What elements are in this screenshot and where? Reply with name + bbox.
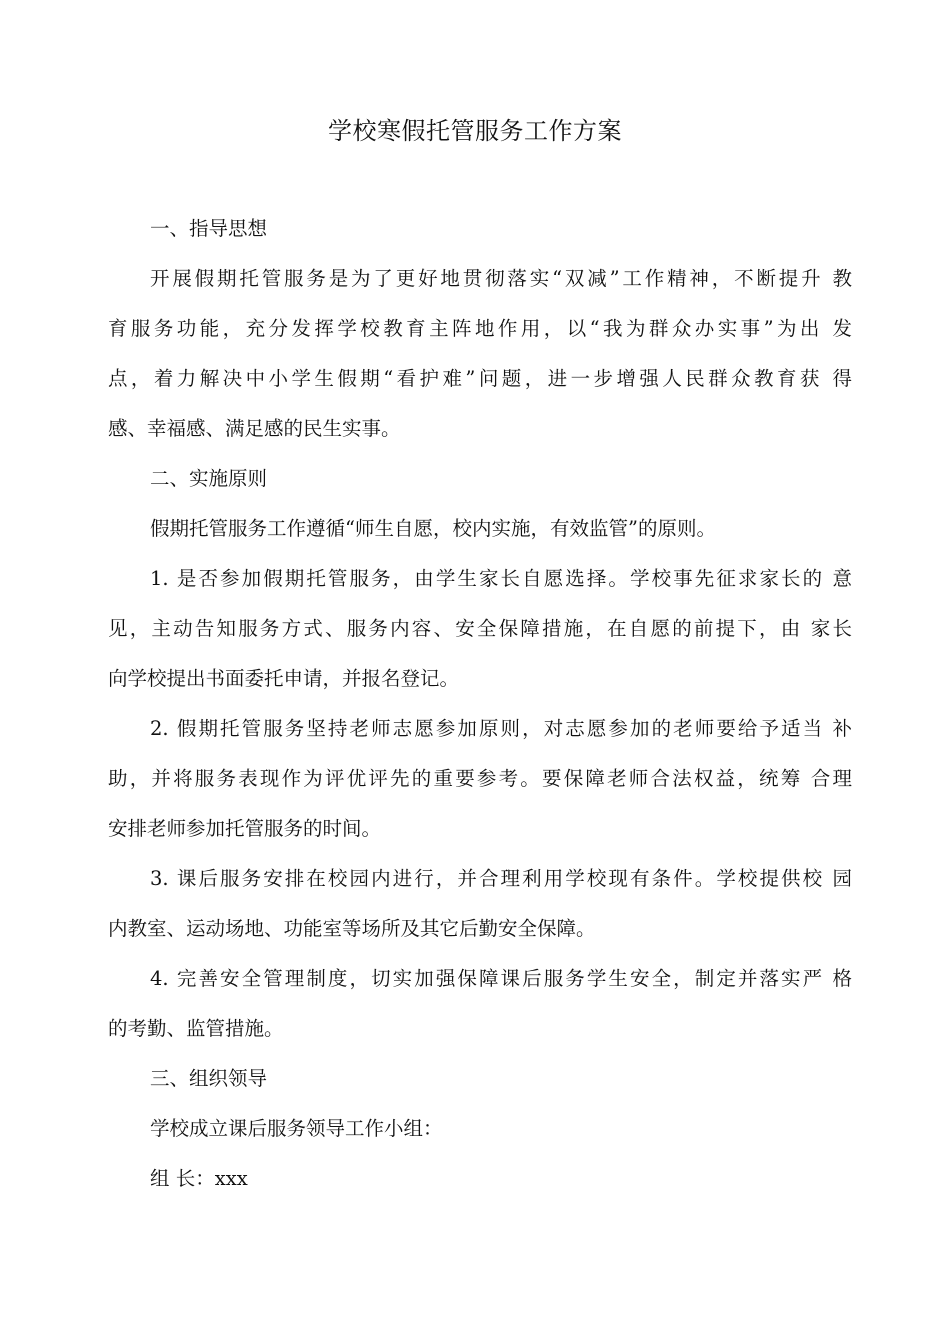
list-item-line: 1. 是否参加假期托管服务，由学生家长自愿选择。学校事先征求家长的 意 bbox=[150, 567, 852, 590]
section-heading-guiding-ideology: 一、指导思想 bbox=[150, 217, 268, 240]
team-leader-line: 组 长：xxx bbox=[150, 1167, 248, 1190]
section-heading-organization: 三、组织领导 bbox=[150, 1067, 268, 1090]
list-item-line: 3. 课后服务安排在校园内进行，并合理利用学校现有条件。学校提供校 园 bbox=[150, 867, 852, 890]
list-item-line: 助，并将服务表现作为评优评先的重要参考。要保障老师合法权益，统筹 合理 bbox=[108, 767, 852, 790]
list-item-line: 见，主动告知服务方式、服务内容、安全保障措施，在自愿的前提下，由 家长 bbox=[108, 617, 852, 640]
paragraph-line: 假期托管服务工作遵循“师生自愿，校内实施，有效监管”的原则。 bbox=[150, 517, 716, 540]
list-item-line: 的考勤、监管措施。 bbox=[108, 1017, 284, 1040]
list-item-line: 安排老师参加托管服务的时间。 bbox=[108, 817, 382, 840]
list-item-line: 内教室、运动场地、功能室等场所及其它后勤安全保障。 bbox=[108, 917, 596, 940]
paragraph-line: 开展假期托管服务是为了更好地贯彻落实“双减”工作精神，不断提升 教 bbox=[150, 267, 852, 290]
section-heading-principles: 二、实施原则 bbox=[150, 467, 268, 490]
paragraph-line: 感、幸福感、满足感的民生实事。 bbox=[108, 417, 401, 440]
document-title: 学校寒假托管服务工作方案 bbox=[328, 117, 622, 145]
paragraph-line: 学校成立课后服务领导工作小组： bbox=[150, 1117, 443, 1140]
paragraph-line: 育服务功能，充分发挥学校教育主阵地作用，以“我为群众办实事”为出 发 bbox=[108, 317, 852, 340]
list-item-line: 2. 假期托管服务坚持老师志愿参加原则，对志愿参加的老师要给予适当 补 bbox=[150, 717, 852, 740]
list-item-line: 4. 完善安全管理制度，切实加强保障课后服务学生安全，制定并落实严 格 bbox=[150, 967, 852, 990]
paragraph-line: 点，着力解决中小学生假期“看护难”问题，进一步增强人民群众教育获 得 bbox=[108, 367, 852, 390]
list-item-line: 向学校提出书面委托申请，并报名登记。 bbox=[108, 667, 460, 690]
document-body bbox=[108, 204, 852, 1204]
